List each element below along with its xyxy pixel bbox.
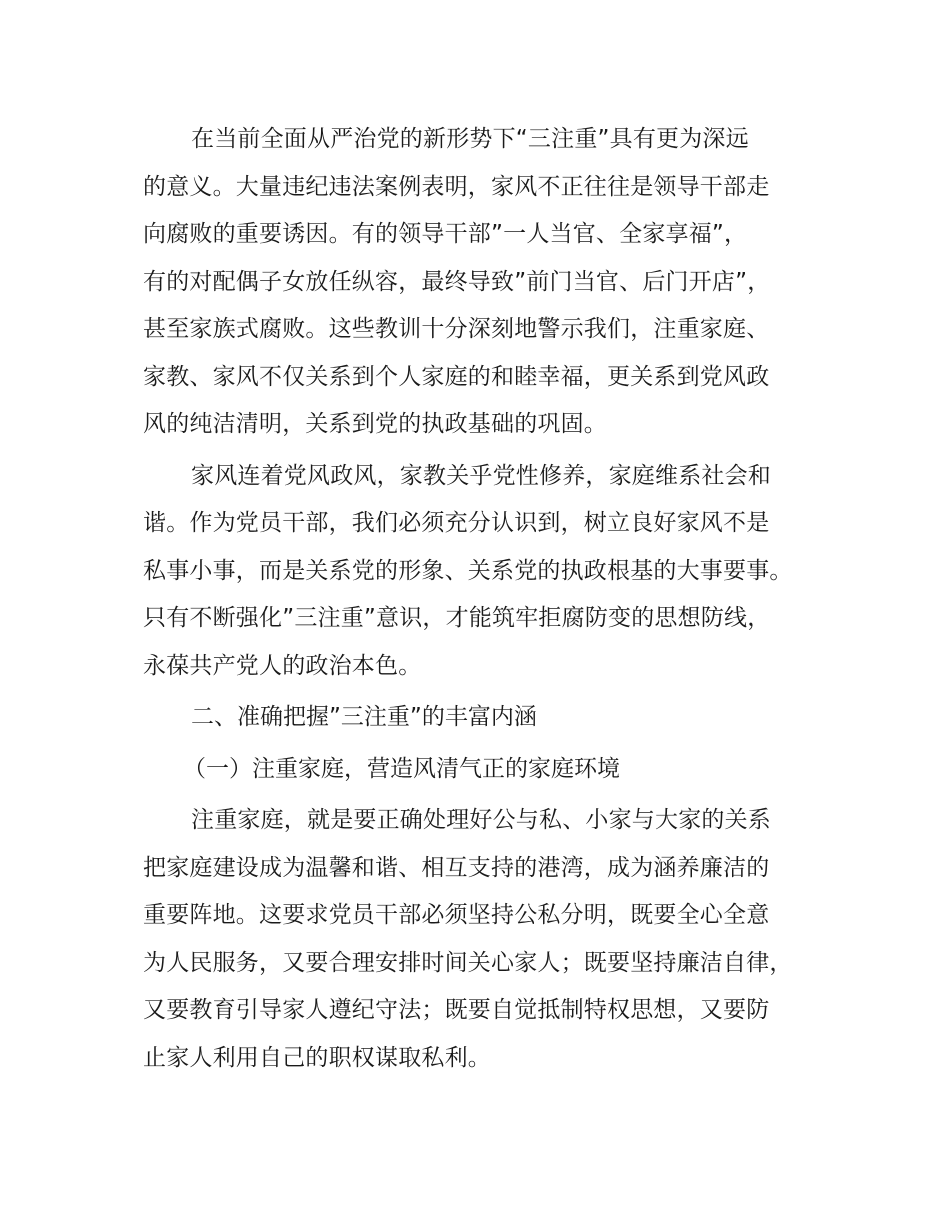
paragraph-line: 私事小事，而是关系党的形象、关系党的执政根基的大事要事。 <box>143 557 793 584</box>
paragraph-2 <box>143 453 833 691</box>
paragraph-line: 永葆共产党人的政治本色。 <box>143 652 422 679</box>
paragraph-line: 止家人利用自己的职权谋取私利。 <box>143 1044 491 1071</box>
subsection-heading: （一）注重家庭，营造风清气正的家庭环境 <box>183 755 620 782</box>
section-heading: 二、准确把握”三注重”的丰富内涵 <box>191 704 537 730</box>
paragraph-line: 甚至家族式腐败。这些教训十分深刻地警示我们，注重家庭、 <box>143 316 770 342</box>
paragraph-3 <box>143 797 833 1082</box>
paragraph-1 <box>143 116 833 449</box>
paragraph-line: 的意义。大量违纪违法案例表明，家风不正往往是领导干部走 <box>143 173 770 200</box>
paragraph-line: 家教、家风不仅关系到个人家庭的和睦幸福，更关系到党风政 <box>143 363 770 390</box>
paragraph-line: 重要阵地。这要求党员干部必须坚持公私分明，既要全心全意 <box>143 902 770 928</box>
paragraph-line: 风的纯洁清明，关系到党的执政基础的巩固。 <box>143 411 607 437</box>
paragraph-line: 在当前全面从严治党的新形势下“三注重”具有更为深远 <box>191 126 749 152</box>
paragraph-line: 又要教育引导家人遵纪守法；既要自觉抵制特权思想，又要防 <box>143 997 770 1023</box>
paragraph-line: 有的对配偶子女放任纵容，最终导致”前门当官、后门开店”， <box>143 268 771 295</box>
document-body <box>143 116 833 1086</box>
paragraph-line: 谐。作为党员干部，我们必须充分认识到，树立良好家风不是 <box>143 510 770 536</box>
paragraph-line: 为人民服务，又要合理安排时间关心家人；既要坚持廉洁自律， <box>143 949 793 976</box>
paragraph-line: 家风连着党风政风，家教关乎党性修养，家庭维系社会和 <box>191 462 771 489</box>
paragraph-line: 只有不断强化”三注重”意识，才能筑牢拒腐防变的思想防线， <box>143 605 771 631</box>
paragraph-line: 向腐败的重要诱因。有的领导干部”一人当官、全家享福”， <box>143 221 748 247</box>
paragraph-line: 把家庭建设成为温馨和谐、相互支持的港湾，成为涵养廉洁的 <box>143 854 770 881</box>
paragraph-line: 注重家庭，就是要正确处理好公与私、小家与大家的关系 <box>191 807 771 833</box>
